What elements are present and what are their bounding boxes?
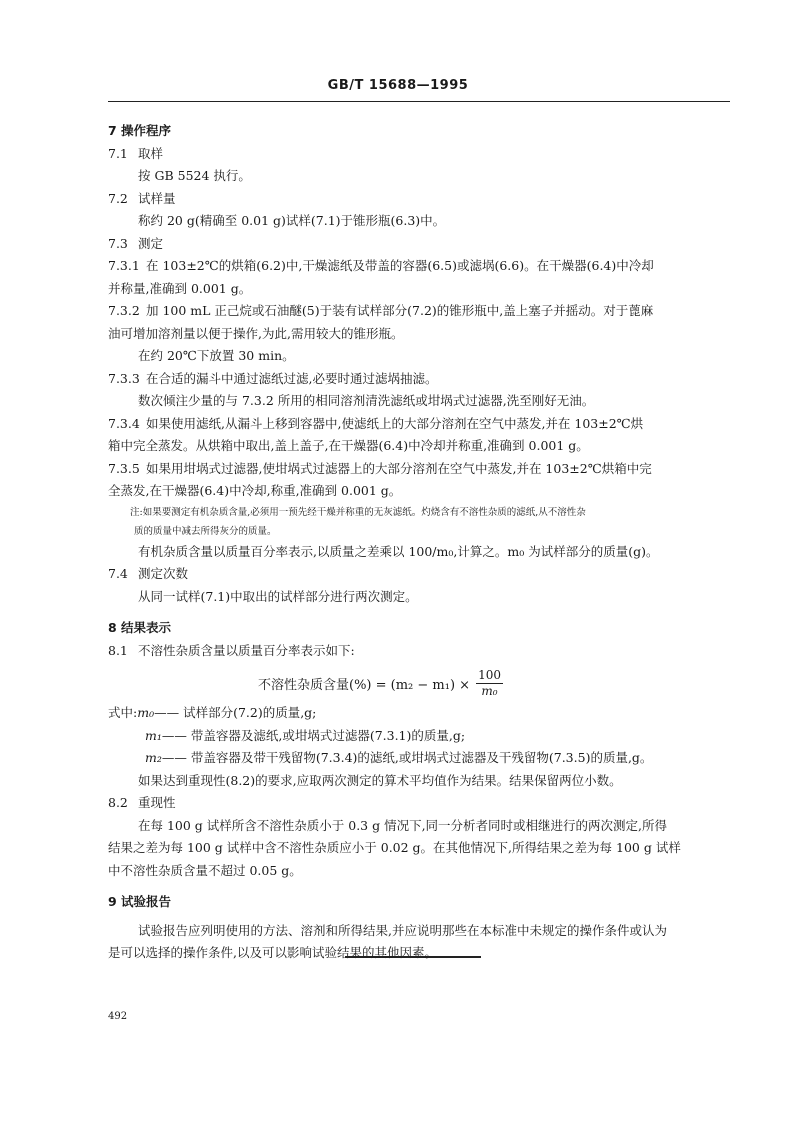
clause-number: 7.3.3 xyxy=(108,370,140,386)
end-of-standard-rule xyxy=(345,956,481,958)
clause-8-2-line3: 中不溶性杂质含量不超过 0.05 g。 xyxy=(108,862,302,878)
clause-7-2-heading xyxy=(108,188,730,211)
clause-7-3-3-line1 xyxy=(108,368,730,391)
clause-title: 重现性 xyxy=(138,795,176,810)
clause-number: 7.3.2 xyxy=(108,303,140,318)
fraction-denominator: m₀ xyxy=(481,684,498,698)
symbol-m2: m₂ xyxy=(145,750,162,765)
clause-8-2-heading xyxy=(108,792,730,815)
clause-7-3-2-line2: 油可增加溶剂量以便于操作,为此,需用较大的锥形瓶。 xyxy=(108,325,404,341)
clause-7-3-2-line3: 在约 20℃下放置 30 min。 xyxy=(138,348,295,363)
clause-number: 7.1 xyxy=(108,145,128,161)
clause-text: 在合适的漏斗中通过滤纸过滤,必要时通过滤埚抽滤。 xyxy=(146,370,438,386)
clause-title: 测定 xyxy=(138,235,164,251)
clause-text: 如果使用滤纸,从漏斗上移到容器中,使滤纸上的大部分溶剂在空气中蒸发,并在 103±2℃烘 xyxy=(146,415,644,431)
clause-7-3-5-line2: 全蒸发,在干燥器(6.4)中冷却,称重,准确到 0.001 g。 xyxy=(108,483,402,498)
clause-7-3-2-line1 xyxy=(108,300,730,323)
clause-title: 试样量 xyxy=(138,190,176,206)
clause-number: 7.3.1 xyxy=(108,258,140,273)
section-9-line2: 是可以选择的操作条件,以及可以影响试验结果的其他因素。 xyxy=(108,945,437,960)
repeatability-result-text: 如果达到重现性(8.2)的要求,应取两次测定的算术平均值作为结果。结果保留两位小数。 xyxy=(138,772,622,788)
where-label: 式中: xyxy=(108,705,138,720)
header-rule xyxy=(108,101,730,102)
definition-m0 xyxy=(108,702,730,725)
clause-number: 8.1 xyxy=(108,642,128,658)
standard-number-header: GB/T 15688—1995 xyxy=(327,78,469,93)
clause-7-3-4-line2: 箱中完全蒸发。从烘箱中取出,盖上盖子,在干燥器(6.4)中冷却并称重,准确到 0.001 g。 xyxy=(108,438,589,453)
clause-number: 7.3.4 xyxy=(108,415,140,431)
section-7-title: 7 操作程序 xyxy=(108,123,172,138)
clause-number: 7.2 xyxy=(108,190,128,206)
page-content xyxy=(108,116,730,965)
definition-m1 xyxy=(108,725,730,748)
fraction-numerator: 100 xyxy=(478,668,501,682)
clause-text: 加 100 mL 正己烷或石油醚(5)于装有试样部分(7.2)的锥形瓶中,盖上塞子并摇动。对于蓖麻 xyxy=(146,303,654,318)
formula-fraction xyxy=(476,668,503,699)
clause-text: 如果用坩埚式过滤器,使坩埚式过滤器上的大部分溶剂在空气中蒸发,并在 103±2℃烘箱中完 xyxy=(146,460,652,476)
organic-impurity-text: 有机杂质含量以质量百分率表示,以质量之差乘以 100/m₀,计算之。m₀ 为试样部分的质量(g)。 xyxy=(138,543,659,559)
clause-number: 8.2 xyxy=(108,795,128,810)
section-9-line1: 试验报告应列明使用的方法、溶剂和所得结果,并应说明那些在本标准中未规定的操作条件或认为 xyxy=(138,922,667,938)
clause-7-3-heading xyxy=(108,233,730,256)
definition-text: —— 带盖容器及带干残留物(7.3.4)的滤纸,或坩埚式过滤器及干残留物(7.3.5)的质量,g。 xyxy=(161,750,653,765)
formula-lhs: 不溶性杂质含量(%) = (m₂ − m₁) × xyxy=(258,678,471,693)
clause-text: 在 103±2℃的烘箱(6.2)中,干燥滤纸及带盖的容器(6.5)或滤埚(6.6)。在干燥器(6.4)中冷却 xyxy=(146,258,654,273)
clause-7-3-5-line1 xyxy=(108,458,730,481)
formula xyxy=(258,668,503,699)
page-number: 492 xyxy=(108,1011,128,1022)
note-line1: 注:如果要测定有机杂质含量,必须用一预先经干燥并称重的无灰滤纸。灼烧含有不溶性杂质的滤纸,从不溶性杂 xyxy=(130,506,586,518)
clause-7-3-1-line2: 并称量,准确到 0.001 g。 xyxy=(108,280,252,296)
formula-block xyxy=(108,662,730,702)
definition-text: —— 带盖容器及滤纸,或坩埚式过滤器(7.3.1)的质量,g; xyxy=(161,727,466,743)
clause-7-1-heading xyxy=(108,143,730,166)
section-8-title: 8 结果表示 xyxy=(108,620,172,635)
clause-7-3-4-line1 xyxy=(108,413,730,436)
clause-number: 7.3.5 xyxy=(108,460,140,476)
clause-7-3-3-line2: 数次倾注少量的与 7.3.2 所用的相同溶剂清洗滤纸或坩埚式过滤器,洗至刚好无油。 xyxy=(138,393,595,408)
clause-7-3-1-line1 xyxy=(108,255,730,278)
clause-7-4-text: 从同一试样(7.1)中取出的试样部分进行两次测定。 xyxy=(138,588,418,604)
clause-8-2-line2: 结果之差为每 100 g 试样中含不溶性杂质应小于 0.02 g。在其他情况下,所得结果之差为每 100 g 试样 xyxy=(108,840,681,855)
clause-8-2-line1: 在每 100 g 试样所含不溶性杂质小于 0.3 g 情况下,同一分析者同时或相继进行的两次测定,所得 xyxy=(138,817,668,833)
symbol-m1: m₁ xyxy=(145,727,162,743)
clause-number: 7.3 xyxy=(108,235,128,251)
note-line2: 质的质量中减去所得灰分的质量。 xyxy=(134,525,277,537)
clause-7-2-text: 称约 20 g(精确至 0.01 g)试样(7.1)于锥形瓶(6.3)中。 xyxy=(138,213,446,228)
definition-m2 xyxy=(108,747,730,770)
clause-text: 不溶性杂质含量以质量百分率表示如下: xyxy=(138,642,355,658)
clause-title: 取样 xyxy=(138,145,164,161)
clause-title: 测定次数 xyxy=(138,566,189,581)
symbol-m0: m₀ xyxy=(137,705,155,720)
clause-7-4-heading xyxy=(108,563,730,586)
clause-number: 7.4 xyxy=(108,566,128,581)
section-9-title: 9 试验报告 xyxy=(108,894,172,909)
definition-text: —— 试样部分(7.2)的质量,g; xyxy=(154,705,317,720)
clause-8-1-line xyxy=(108,640,730,663)
clause-7-1-text: 按 GB 5524 执行。 xyxy=(138,168,251,183)
